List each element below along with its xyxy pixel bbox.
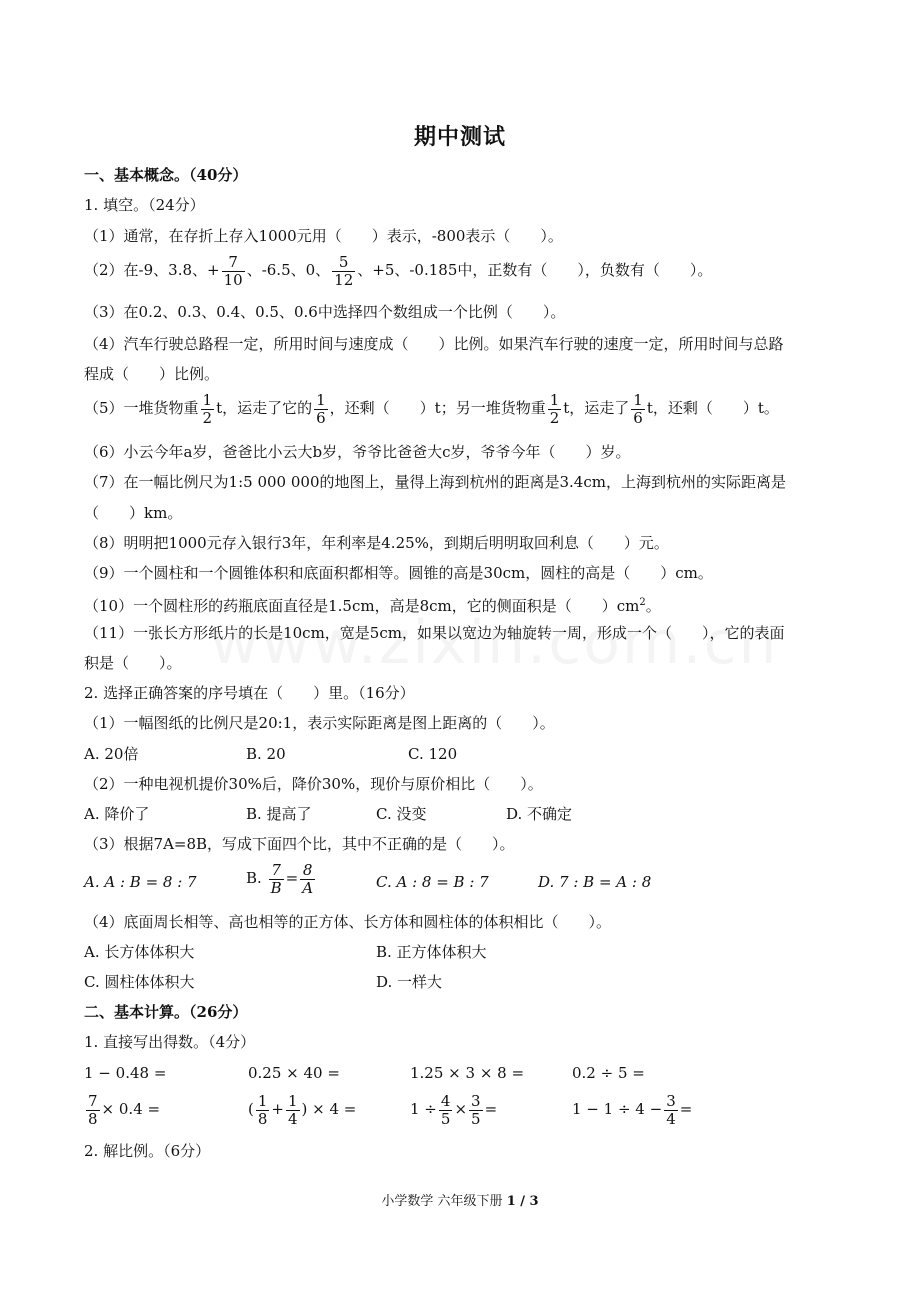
q1-item-9: （9）一个圆柱和一个圆锥体积和底面积都相等。圆锥的高是30cm，圆柱的高是（ ）cm。 <box>84 564 713 582</box>
q1-item-2-post: 、+5、-0.185中，正数有（ ），负数有（ ）。 <box>357 261 713 279</box>
q1-item-2-mid: 、-6.5、0、 <box>246 261 331 279</box>
q2-s4-option-b: B. 正方体体积大 <box>376 943 487 961</box>
text: （10）一个圆柱形的药瓶底面直径是1.5cm，高是8cm，它的侧面积是（ ）cm <box>84 597 640 615</box>
q2-s1-option-a: A. 20倍 <box>84 745 139 763</box>
fraction: $\frac{1}{2}$ <box>202 391 213 427</box>
text: ) × 4 = <box>301 1100 357 1118</box>
q2-s2-option-a: A. 降价了 <box>84 805 150 823</box>
calc-r2-c2 <box>248 1093 356 1127</box>
q1-heading: 1. 填空。（24分） <box>84 196 205 214</box>
q2-s4-option-c: C. 圆柱体体积大 <box>84 973 195 991</box>
page-number: 1 / 3 <box>506 1194 539 1209</box>
q1-item-7a: （7）在一幅比例尺为1:5 000 000的地图上，量得上海到杭州的距离是3.4cm，上海到杭州的实际距离是 <box>84 473 786 491</box>
page-footer <box>0 1190 920 1209</box>
fraction: $\frac{3}{4}$ <box>666 1092 676 1128</box>
text: t，还剩（ ）t。 <box>646 399 779 417</box>
text: ，还剩（ ）t；另一堆货物重 <box>329 399 546 417</box>
s2-q1-heading: 1. 直接写出得数。（4分） <box>84 1033 256 1051</box>
q2-s4-option-d: D. 一样大 <box>376 973 443 991</box>
fraction: $\frac{1}{6}$ <box>316 391 326 427</box>
calc-r2-c3 <box>410 1093 497 1127</box>
q2-s3-option-d: D. 7 : B = A : 8 <box>538 873 652 891</box>
calc-r1-c1: 1 − 0.48 = <box>84 1064 167 1082</box>
q1-item-7b: （ ）km。 <box>84 504 183 522</box>
q2-s4-option-a: A. 长方体体积大 <box>84 943 195 961</box>
s2-q2-heading: 2. 解比例。（6分） <box>84 1142 211 1160</box>
equals: = <box>285 869 299 887</box>
calc-r1-c3: 1.25 × 3 × 8 = <box>410 1064 525 1082</box>
q2-s3-option-a: A. A : B = 8 : 7 <box>84 873 197 891</box>
footer-text: 小学数学 六年级下册 <box>381 1194 503 1209</box>
q2-s2-option-b: B. 提高了 <box>246 805 312 823</box>
fraction: $\frac{1}{6}$ <box>633 391 643 427</box>
q2-s2-option-c: C. 没变 <box>376 805 427 823</box>
watermark <box>210 608 778 678</box>
q1-item-4b: 程成（ ）比例。 <box>84 365 220 383</box>
calc-r2-c4 <box>572 1093 692 1127</box>
q2-s1-option-b: B. 20 <box>246 745 286 763</box>
fraction: $\frac{5}{12}$ <box>334 253 354 289</box>
fraction: $\frac{7}{8}$ <box>88 1092 98 1128</box>
q1-item-2 <box>84 254 712 288</box>
q2-s2-option-d: D. 不确定 <box>506 805 573 823</box>
superscript: 2 <box>639 597 646 608</box>
text: （5）一堆货物重 <box>84 399 199 417</box>
q2-s3-option-b <box>246 862 317 896</box>
fraction: $\frac{7}{B}$ <box>270 861 282 897</box>
fraction: $\frac{1}{4}$ <box>287 1092 298 1128</box>
q1-item-1: （1）通常，在存折上存入1000元用（ ）表示，-800表示（ ）。 <box>84 227 563 245</box>
text: = <box>484 1100 498 1118</box>
calc-r1-c4: 0.2 ÷ 5 = <box>572 1064 645 1082</box>
section1-heading: 一、基本概念。（40分） <box>84 166 248 184</box>
fraction: $\frac{8}{A}$ <box>302 861 314 897</box>
q1-item-3: （3）在0.2、0.3、0.4、0.5、0.6中选择四个数组成一个比例（ ）。 <box>84 303 566 321</box>
text: 1 ÷ <box>410 1100 437 1118</box>
page-title: 期中测试 <box>413 124 506 150</box>
q2-s1-option-c: C. 120 <box>408 745 458 763</box>
text: 1 − 1 ÷ 4 − <box>572 1100 663 1118</box>
calc-r2-c1 <box>84 1093 160 1127</box>
fraction: $\frac{1}{8}$ <box>257 1092 268 1128</box>
q2-heading: 2. 选择正确答案的序号填在（ ）里。（16分） <box>84 684 415 702</box>
fraction: $\frac{7}{10}$ <box>223 253 243 289</box>
text: × 0.4 = <box>101 1100 161 1118</box>
fraction: $\frac{3}{5}$ <box>471 1092 481 1128</box>
calc-r1-c2: 0.25 × 40 = <box>248 1064 340 1082</box>
text: t，运走了它的 <box>216 399 313 417</box>
text: + <box>271 1100 284 1118</box>
section2-heading: 二、基本计算。（26分） <box>84 1003 248 1021</box>
text: ( <box>248 1100 254 1118</box>
text: × <box>454 1100 468 1118</box>
q1-item-8: （8）明明把1000元存入银行3年，年利率是4.25%，到期后明明取回利息（ ）元。 <box>84 534 669 552</box>
text: t，运走了 <box>563 399 630 417</box>
q1-item-11b: 积是（ ）。 <box>84 654 182 672</box>
q2-s3-option-c: C. A : 8 = B : 7 <box>376 873 489 891</box>
text: = <box>679 1100 693 1118</box>
label: B. <box>246 869 262 887</box>
q2-s2: （2）一种电视机提价30%后，降价30%，现价与原价相比（ ）。 <box>84 775 543 793</box>
q1-item-4a: （4）汽车行驶总路程一定，所用时间与速度成（ ）比例。如果汽车行驶的速度一定，所用时间与总路 <box>84 335 784 353</box>
q1-item-6: （6）小云今年a岁，爸爸比小云大b岁，爷爷比爸爸大c岁，爷爷今年（ ）岁。 <box>84 443 631 461</box>
fraction: $\frac{4}{5}$ <box>440 1092 451 1128</box>
q2-s4: （4）底面周长相等、高也相等的正方体、长方体和圆柱体的体积相比（ ）。 <box>84 913 612 931</box>
q2-s1: （1）一幅图纸的比例尺是20:1，表示实际距离是图上距离的（ ）。 <box>84 714 555 732</box>
q1-item-5 <box>84 392 779 426</box>
text: 。 <box>645 597 661 615</box>
q1-item-10 <box>84 593 661 616</box>
q2-s3: （3）根据7A=8B，写成下面四个比，其中不正确的是（ ）。 <box>84 835 515 853</box>
q1-item-2-pre: （2）在-9、3.8、+ <box>84 261 220 279</box>
fraction: $\frac{1}{2}$ <box>549 391 560 427</box>
q1-item-11a: （11）一张长方形纸片的长是10cm，宽是5cm，如果以宽边为轴旋转一周，形成一个（ ），它的表面 <box>84 624 785 642</box>
